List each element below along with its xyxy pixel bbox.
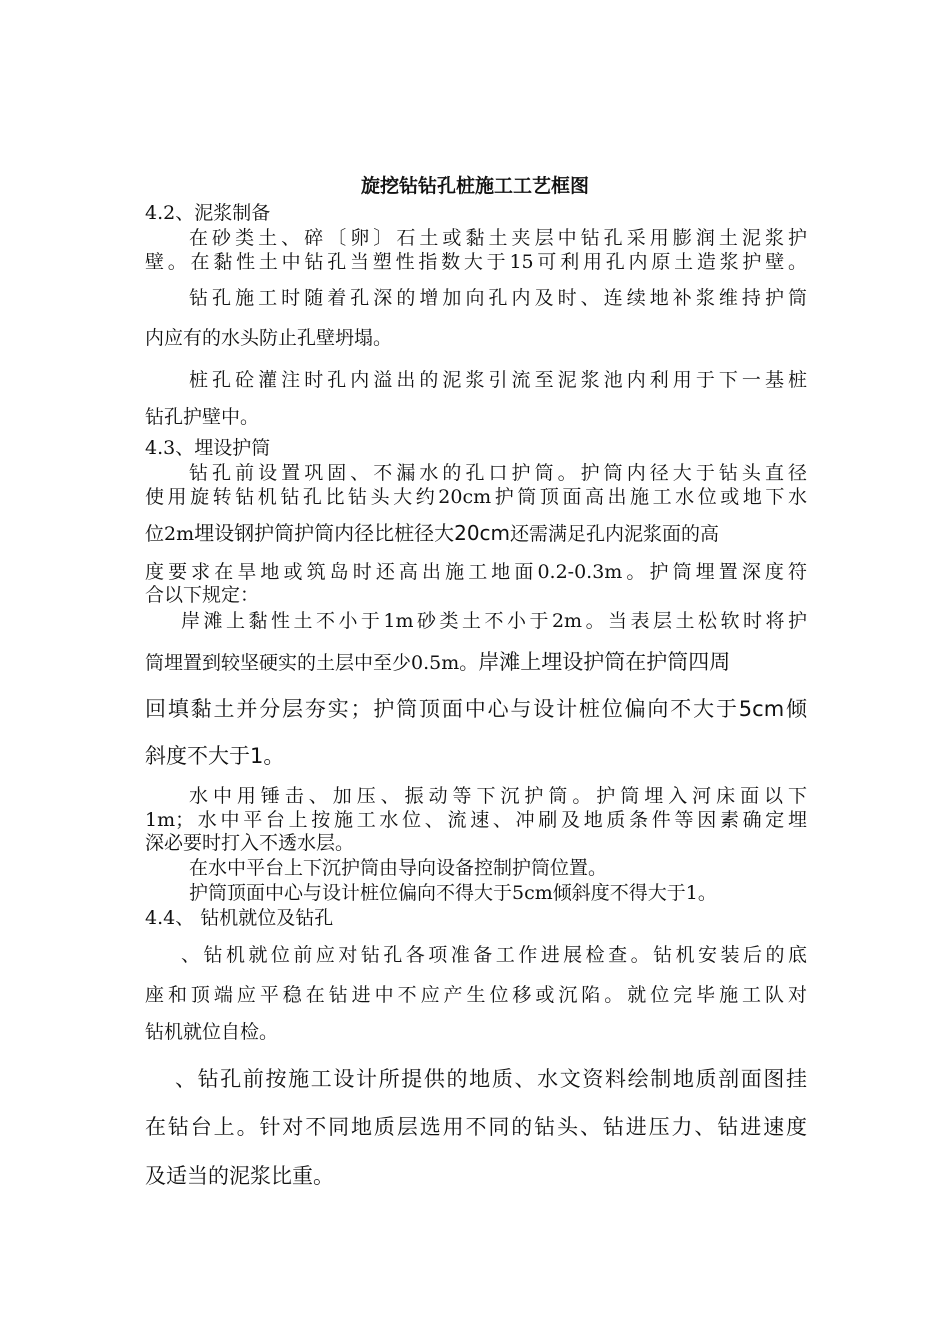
paragraph-line: 在钻台上。针对不同地质层选用不同的钻头、钻进压力、钻进速度: [145, 1115, 807, 1139]
section-heading-4-4: 4.4、 钻机就位及钻孔: [145, 907, 334, 929]
paragraph-line: 钻孔前设置巩固、不漏水的孔口护筒。护筒内径大于钻头直径: [189, 462, 807, 484]
paragraph-line: 钻孔施工时随着孔深的增加向孔内及时、连续地补浆维持护筒: [189, 287, 807, 309]
paragraph-line: 使用旋转钻机钻孔比钻头大约20cm护筒顶面高出施工水位或地下水: [145, 486, 807, 508]
paragraph-line: 钻机就位自检。: [145, 1021, 279, 1043]
section-heading-4-2: 4.2、泥浆制备: [145, 202, 271, 224]
paragraph-line: 水中用锤击、加压、振动等下沉护筒。护筒埋入河床面以下: [189, 785, 807, 807]
paragraph-line-mixed: [145, 521, 807, 546]
paragraph-line: 岸滩上黏性土不小于1m砂类土不小于2m。当表层土松软时将护: [181, 610, 807, 632]
text-run: 还需满足孔内泥浆面的高: [510, 523, 720, 545]
paragraph-line: 桩孔砼灌注时孔内溢出的泥浆引流至泥浆池内利用于下一基桩: [189, 369, 807, 391]
paragraph-line: 深必要时打入不透水层。: [145, 832, 355, 854]
text-run: 筒埋置到较坚硬实的土层中至少0.5m。: [145, 652, 479, 674]
paragraph-line: 在水中平台上下沉护筒由导向设备控制护筒位置。: [189, 857, 608, 879]
paragraph-line-mixed: [145, 649, 807, 675]
paragraph-line: 壁。在黏性土中钻孔当塑性指数大于15可利用孔内原土造浆护壁。: [145, 251, 807, 273]
text-run: 埋设钢护筒护筒内径比桩径大20cm: [194, 521, 511, 545]
paragraph-line: 钻孔护壁中。: [145, 406, 260, 428]
document-title: 旋挖钻钻孔桩施工工艺框图: [360, 175, 589, 197]
paragraph-line: 1m；水中平台上按施工水位、流速、冲刷及地质条件等因素确定埋: [145, 809, 807, 831]
paragraph-line: 护筒顶面中心与设计桩位偏向不得大于5cm倾斜度不得大于1。: [189, 882, 717, 904]
paragraph-line: 合以下规定：: [145, 584, 260, 606]
paragraph-line: 内应有的水头防止孔壁坍塌。: [145, 327, 393, 349]
paragraph-line: 、钻机就位前应对钻孔各项准备工作进展检查。钻机安装后的底: [181, 944, 807, 966]
text-run: 岸滩上埋设护筒在护筒四周: [478, 650, 731, 674]
paragraph-line: 回填黏土并分层夯实；护筒顶面中心与设计桩位偏向不大于5cm倾: [145, 697, 807, 721]
paragraph-line: 及适当的泥浆比重。: [145, 1164, 334, 1188]
paragraph-line: 在砂类土、碎〔卵〕石土或黏土夹层中钻孔采用膨润土泥浆护: [189, 227, 807, 249]
text-run: 位2m: [145, 523, 195, 545]
paragraph-line: 座和顶端应平稳在钻进中不应产生位移或沉陷。就位完毕施工队对: [145, 984, 807, 1006]
paragraph-line: 度要求在旱地或筑岛时还高出施工地面0.2-0.3m。护筒埋置深度符: [145, 561, 807, 583]
paragraph-line: 斜度不大于1。: [145, 744, 285, 768]
paragraph-line: 、钻孔前按施工设计所提供的地质、水文资料绘制地质剖面图挂: [175, 1067, 807, 1091]
section-heading-4-3: 4.3、埋设护筒: [145, 437, 271, 459]
